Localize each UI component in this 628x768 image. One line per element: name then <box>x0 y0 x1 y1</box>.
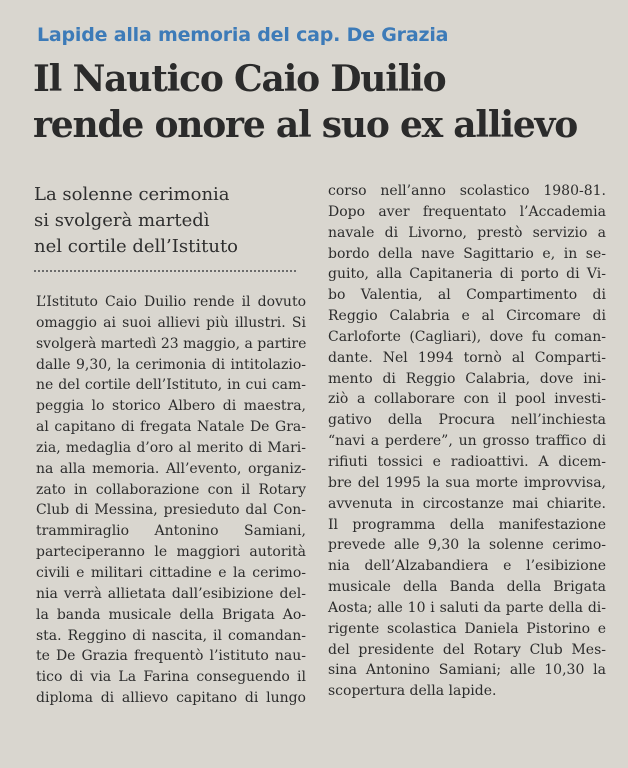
text-line: Club di Messina, presieduto dal Con- <box>36 502 306 519</box>
text-line: civili e militari cittadine e la cerimo- <box>36 564 306 581</box>
text-line: prevede alle 9,30 la solenne cerimo- <box>328 537 606 554</box>
text-line: navale di Livorno, prestò servizio a <box>328 224 606 241</box>
text-line: Reggio Calabria e al Circomare di <box>328 308 606 325</box>
article-subtitle <box>34 182 299 260</box>
text-line: rifiuti tossici e radioattivi. A dicem- <box>328 453 606 470</box>
text-line: sta. Reggino di nascita, il comandan- <box>36 627 306 644</box>
text-line: dalle 9,30, la cerimonia di intitolazio- <box>36 356 306 373</box>
text-line: bordo della nave Sagittario e, in se- <box>328 245 606 262</box>
subtitle-line: si svolgerà martedì <box>34 210 210 231</box>
text-line: bre del 1995 la sua morte improvvisa, <box>328 474 606 491</box>
text-line: zia, medaglia d’oro al merito di Mari- <box>36 439 306 456</box>
article-headline <box>33 56 623 148</box>
article-column-2 <box>328 181 606 702</box>
text-line: L’Istituto Caio Duilio rende il dovuto <box>36 294 306 310</box>
text-line: avvenuta in circostanze mai chiarite. <box>328 495 606 512</box>
text-line: musicale della Banda della Brigata <box>328 579 606 596</box>
text-line: guito, alla Capitaneria di porto di Vi- <box>328 266 606 283</box>
text-line: zato in collaborazione con il Rotary <box>36 481 306 498</box>
text-line: gativo della Procura nell’inchiesta <box>328 412 606 429</box>
text-line: peggia lo storico Albero di maestra, <box>36 398 306 415</box>
text-line: na alla memoria. All’evento, organiz- <box>36 460 306 477</box>
text-line: rigente scolastica Daniela Pistorino e <box>328 620 606 637</box>
text-line: nia dell’Alzabandiera e l’esibizione <box>328 558 606 575</box>
text-line: Il programma della manifestazione <box>328 516 606 533</box>
text-line: bo Valentia, al Compartimento di <box>328 287 606 304</box>
text-line: tico di via La Farina conseguendo il <box>36 669 306 686</box>
text-line: mento di Reggio Calabria, dove ini- <box>328 370 606 387</box>
text-line: nia verrà allietata dall’esibizione del- <box>36 585 306 602</box>
dotted-divider <box>34 270 296 272</box>
article-kicker: Lapide alla memoria del cap. De Grazia <box>37 24 449 46</box>
text-line: al capitano di fregata Natale De Gra- <box>36 419 306 436</box>
article-column-1 <box>36 292 306 709</box>
headline-line: Il Nautico Caio Duilio <box>33 58 446 100</box>
text-line: omaggio ai suoi allievi più illustri. Si <box>36 314 306 331</box>
text-line: del presidente del Rotary Club Mes- <box>328 641 606 658</box>
text-line: dante. Nel 1994 tornò al Comparti- <box>328 349 606 366</box>
text-line: te De Grazia frequentò l’istituto nau- <box>36 648 306 665</box>
subtitle-line: nel cortile dell’Istituto <box>34 236 239 257</box>
text-line: scopertura della lapide. <box>328 683 497 700</box>
subtitle-line: La solenne cerimonia <box>34 184 230 205</box>
text-line: Aosta; alle 10 i saluti da parte della di- <box>328 599 606 616</box>
text-line: Dopo aver frequentato l’Accademia <box>328 203 606 220</box>
text-line: Carloforte (Cagliari), dove fu coman- <box>328 328 606 345</box>
text-line: corso nell’anno scolastico 1980-81. <box>328 183 606 199</box>
text-line: parteciperanno le maggiori autorità <box>36 544 306 561</box>
text-line: svolgerà martedì 23 maggio, a partire <box>36 335 307 352</box>
text-line: la banda musicale della Brigata Ao- <box>36 606 306 623</box>
text-line: “navi a perdere”, un grosso traffico di <box>328 433 606 450</box>
text-line: diploma di allievo capitano di lungo <box>36 690 306 707</box>
text-line: trammiraglio Antonino Samiani, <box>36 523 306 540</box>
text-line: sina Antonino Samiani; alle 10,30 la <box>328 662 606 679</box>
text-line: ne del cortile dell’Istituto, in cui cam- <box>36 377 306 394</box>
text-line: ziò a collaborare con il pool investi- <box>328 391 606 408</box>
headline-line: rende onore al suo ex allievo <box>33 104 578 146</box>
